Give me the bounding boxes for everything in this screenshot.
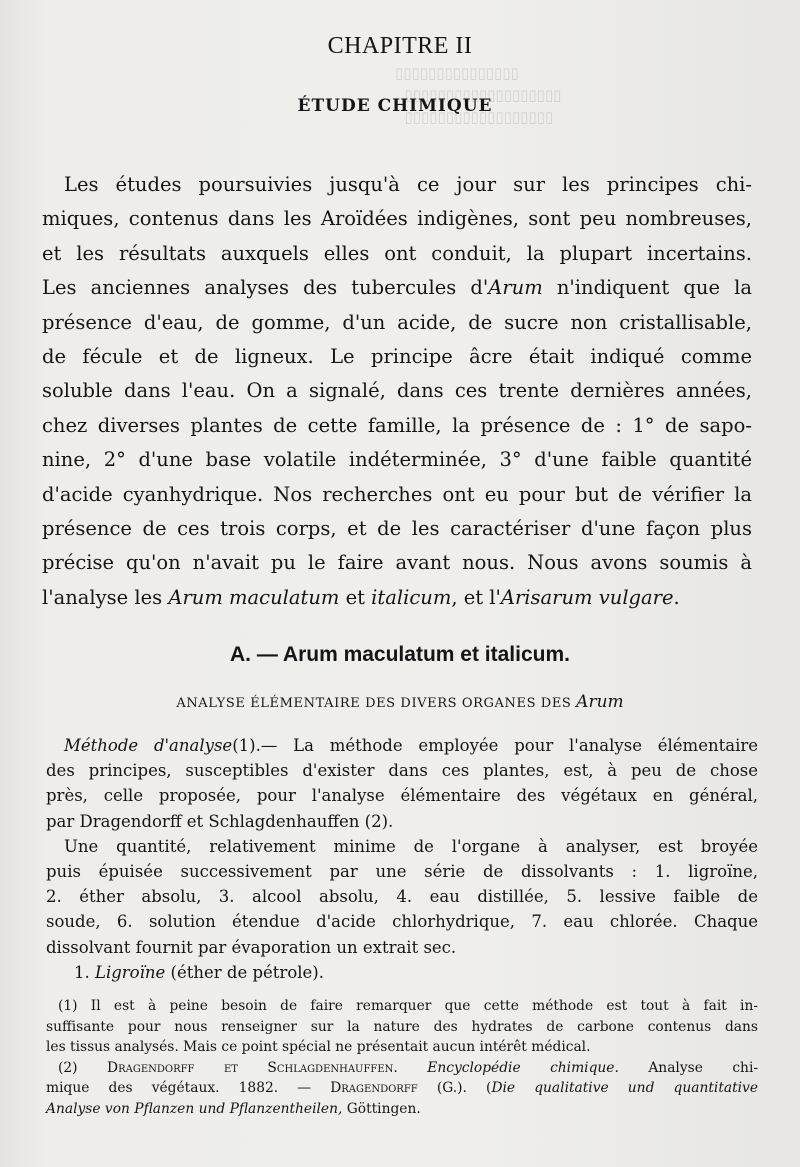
footnote-2-title-3: Analyse von Pflanzen und Pflanzentheilen, — [46, 1100, 343, 1117]
intro-line: Les anciennes analyses des tubercules d'Arum n'indiquent que la — [42, 276, 752, 300]
method-line: près, celle proposée, pour l'analyse élémentaire des végétaux en général, — [46, 786, 758, 806]
item-1-rest: (éther de pétrole). — [170, 962, 324, 982]
footnote-2-line — [46, 1078, 758, 1099]
footnote-2-title: Encyclopédie chimique. — [427, 1059, 619, 1076]
quantity-line: 2. éther absolu, 3. alcool absolu, 4. eau distillée, 5. lessive faible de — [46, 887, 758, 907]
method-note-ref: (1). — [232, 736, 261, 755]
footnote-2-title-2: Die qualitative und quantitative — [491, 1080, 759, 1096]
chapter-heading: CHAPITRE II — [327, 33, 473, 59]
footnote-1-line: suffisante pour nous renseigner sur la nature des hydrates de carbone contenus dans — [46, 1018, 758, 1035]
subheading-text: ANALYSE ÉLÉMENTAIRE DES DIVERS ORGANES DES — [176, 696, 572, 711]
quantity-line: soude, 6. solution étendue d'acide chlorhydrique, 7. eau chlorée. Chaque — [46, 912, 758, 932]
quantity-line: puis épuisée successivement par une série de dissolvants : 1. ligroïne, — [46, 862, 758, 882]
bleed-through-texture: ▯▯▯▯▯▯▯▯▯▯▯▯▯▯▯ ▯▯▯▯▯▯▯▯▯▯▯▯▯▯▯▯▯▯▯ ▯▯▯▯▯▯▯▯▯▯▯▯▯▯▯▯▯▯ — [395, 64, 562, 126]
intro-line: nine, 2° d'une base volatile indéterminée, 3° d'une faible quantité — [42, 448, 752, 472]
method-line: des principes, susceptibles d'exister dans ces plantes, est, à peu de chose — [46, 761, 758, 781]
quantity-line: Une quantité, relativement minime de l'organe à analyser, est broyée — [64, 836, 758, 856]
footnote-2-author: Dragendorff — [330, 1080, 418, 1096]
quantity-line: dissolvant fournit par évaporation un extrait sec. — [46, 937, 457, 957]
footnotes — [46, 996, 758, 1119]
footnote-1-line: (1) Il est à peine besoin de faire remarquer que cette méthode est tout à fait in- — [58, 998, 758, 1014]
item-1-line — [46, 960, 758, 985]
section-title: ÉTUDE CHIMIQUE — [297, 96, 493, 116]
footnote-2-place: Göttingen. — [346, 1100, 421, 1117]
method-line — [46, 733, 758, 758]
intro-line: miques, contenus dans les Aroïdées indigènes, sont peu nombreuses, — [42, 207, 752, 231]
method-line: par Dragendorff et Schlagdenhauffen (2). — [46, 811, 394, 831]
footnote-2-line — [46, 1099, 758, 1120]
intro-line: d'acide cyanhydrique. Nos recherches ont eu pour but de vérifier la — [42, 482, 752, 506]
intro-paragraph — [42, 168, 752, 615]
intro-line: présence de ces trois corps, et de les caractériser d'une façon plus — [42, 517, 752, 541]
footnote-2-text: (G.). ( — [436, 1080, 492, 1096]
footnote-2-authors: Dragendorff et Schlagdenhauffen. — [107, 1059, 398, 1076]
intro-line: l'analyse les Arum maculatum et italicum, et l'Arisarum vulgare. — [42, 585, 680, 609]
subheading-genus: Arum — [576, 692, 624, 712]
footnote-2-text: Analyse chi- — [648, 1059, 759, 1076]
method-lead: Méthode d'analyse — [64, 736, 233, 755]
intro-line: présence d'eau, de gomme, d'un acide, de sucre non cristallisable, — [42, 310, 752, 334]
section-a-heading: A. — Arum maculatum et italicum. — [230, 643, 570, 666]
intro-line: précise qu'on n'avait pu le faire avant nous. Nous avons soumis à — [42, 551, 752, 575]
subheading — [0, 692, 800, 712]
method-text: — La méthode employée pour l'analyse élémentaire — [260, 736, 758, 755]
footnote-1-line: les tissus analysés. Mais ce point spécial ne présentait aucun intérêt médical. — [46, 1039, 591, 1055]
intro-line: et les résultats auxquels elles ont conduit, la plupart incertains. — [42, 241, 752, 265]
footnote-2-text: mique des végétaux. 1882. — — [46, 1080, 312, 1096]
intro-line: soluble dans l'eau. On a signalé, dans ces trente dernières années, — [42, 379, 752, 403]
footnote-2-number: (2) — [58, 1059, 78, 1076]
footnote-2-line — [46, 1058, 758, 1079]
item-1-term: Ligroïne — [95, 962, 166, 982]
intro-line: chez diverses plantes de cette famille, la présence de : 1° de sapo- — [42, 413, 752, 437]
intro-line: Les études poursuivies jusqu'à ce jour sur les principes chi- — [64, 173, 752, 196]
intro-line: de fécule et de ligneux. Le principe âcre était indiqué comme — [42, 345, 752, 369]
item-1-number: 1. — [74, 962, 90, 982]
method-section — [46, 733, 758, 985]
